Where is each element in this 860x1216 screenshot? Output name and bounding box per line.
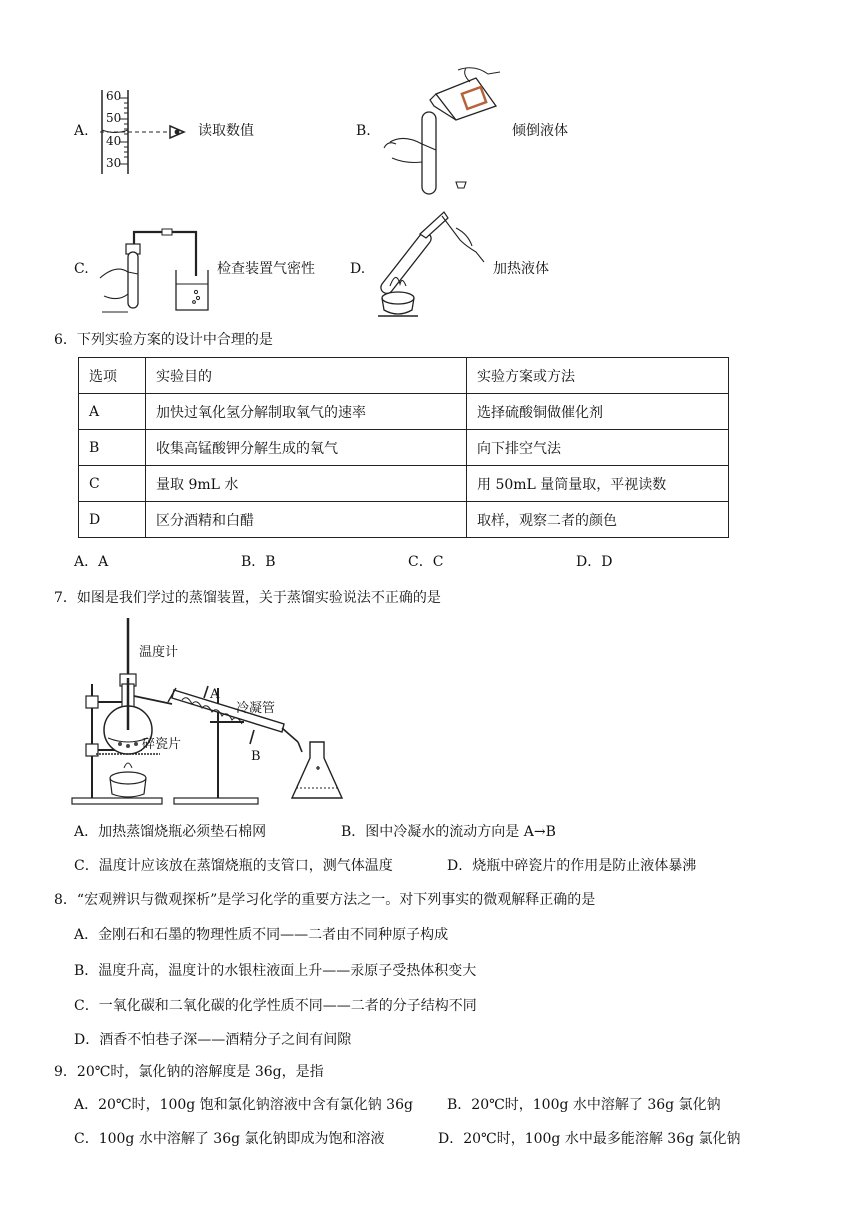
table-row [79,502,729,538]
table-cell: 量取 9mL 水 [146,466,467,502]
table-cell: D [79,502,146,538]
distillation-apparatus-diagram [72,618,362,808]
q5-option-a-text: 读取数值 [198,123,254,139]
q5-option-a-letter: A. [74,123,89,139]
q5-option-d-letter: D. [350,261,366,277]
table-cell: 区分酒精和白醋 [146,502,467,538]
label-chips: 碎瓷片 [142,737,182,752]
q8-stem: 8．“宏观辨识与微观探析”是学习化学的重要方法之一。对下列事实的微观解释正确的是 [54,892,596,908]
q5-option-c-letter: C. [74,261,89,277]
q9-stem: 9．20℃时，氯化钠的溶解度是 36g，是指 [54,1064,324,1080]
q5-option-b-letter: B. [356,123,371,139]
q6-stem: 6．下列实验方案的设计中合理的是 [54,332,273,348]
airtightness-check-icon [98,222,214,316]
q9-choice-d: D．20℃时，100g 水中最多能溶解 36g 氯化钠 [438,1131,741,1147]
table-cell: 收集高锰酸钾分解生成的氧气 [146,430,467,466]
table-cell: 选择硫酸铜做催化剂 [467,394,729,430]
header-cell: 实验目的 [146,358,467,394]
q8-choice-c: C．一氧化碳和二氧化碳的化学性质不同——二者的分子结构不同 [74,998,477,1014]
q6-choice-a: A．A [74,554,109,570]
experiment-table [78,357,729,538]
pouring-liquid-icon [378,64,504,196]
q6-choice-b: B．B [241,554,276,570]
q5-option-b-text: 倾倒液体 [512,123,568,139]
table-row [79,430,729,466]
q5-option-c-text: 检查装置气密性 [217,261,315,277]
table-row [79,394,729,430]
scale-label-60: 60 [106,89,122,103]
header-cell: 选项 [79,358,146,394]
table-row [79,466,729,502]
q6-choice-d: D．D [576,554,613,570]
q5-option-d-text: 加热液体 [493,261,549,277]
label-a: A [210,687,220,702]
table-cell: 加快过氧化氢分解制取氧气的速率 [146,394,467,430]
scale-label-50: 50 [106,111,122,125]
scale-label-30: 30 [106,156,122,170]
q8-choice-d: D．酒香不怕巷子深——酒精分子之间有间隙 [74,1032,352,1048]
q7-choice-d: D．烧瓶中碎瓷片的作用是防止液体暴沸 [447,858,697,874]
q8-choice-b: B．温度升高，温度计的水银柱液面上升——汞原子受热体积变大 [74,963,477,979]
q7-choice-a: A．加热蒸馏烧瓶必须垫石棉网 [74,824,267,840]
q9-choice-a: A．20℃时，100g 饱和氯化钠溶液中含有氯化钠 36g [74,1097,413,1113]
q8-choice-a: A．金刚石和石墨的物理性质不同——二者由不同种原子构成 [74,927,449,943]
heating-test-tube-icon [372,206,492,320]
label-thermometer: 温度计 [139,645,179,660]
table-cell: C [79,466,146,502]
q7-stem: 7．如图是我们学过的蒸馏装置，关于蒸馏实验说法不正确的是 [54,590,441,606]
table-cell: B [79,430,146,466]
q6-choice-c: C．C [408,554,444,570]
table-cell: A [79,394,146,430]
label-b: B [251,749,261,764]
table-cell: 向下排空气法 [467,430,729,466]
table-cell: 用 50mL 量筒量取，平视读数 [467,466,729,502]
label-condenser: 冷凝管 [236,701,276,716]
q9-choice-b: B．20℃时，100g 水中溶解了 36g 氯化钠 [447,1097,721,1113]
q7-choice-b: B．图中冷凝水的流动方向是 A→B [341,824,556,840]
q7-choice-c: C．温度计应该放在蒸馏烧瓶的支管口，测气体温度 [74,858,393,874]
header-cell: 实验方案或方法 [467,358,729,394]
scale-label-40: 40 [106,134,122,148]
table-header-row [79,358,729,394]
table-cell: 取样，观察二者的颜色 [467,502,729,538]
q9-choice-c: C．100g 水中溶解了 36g 氯化钠即成为饱和溶液 [74,1131,385,1147]
